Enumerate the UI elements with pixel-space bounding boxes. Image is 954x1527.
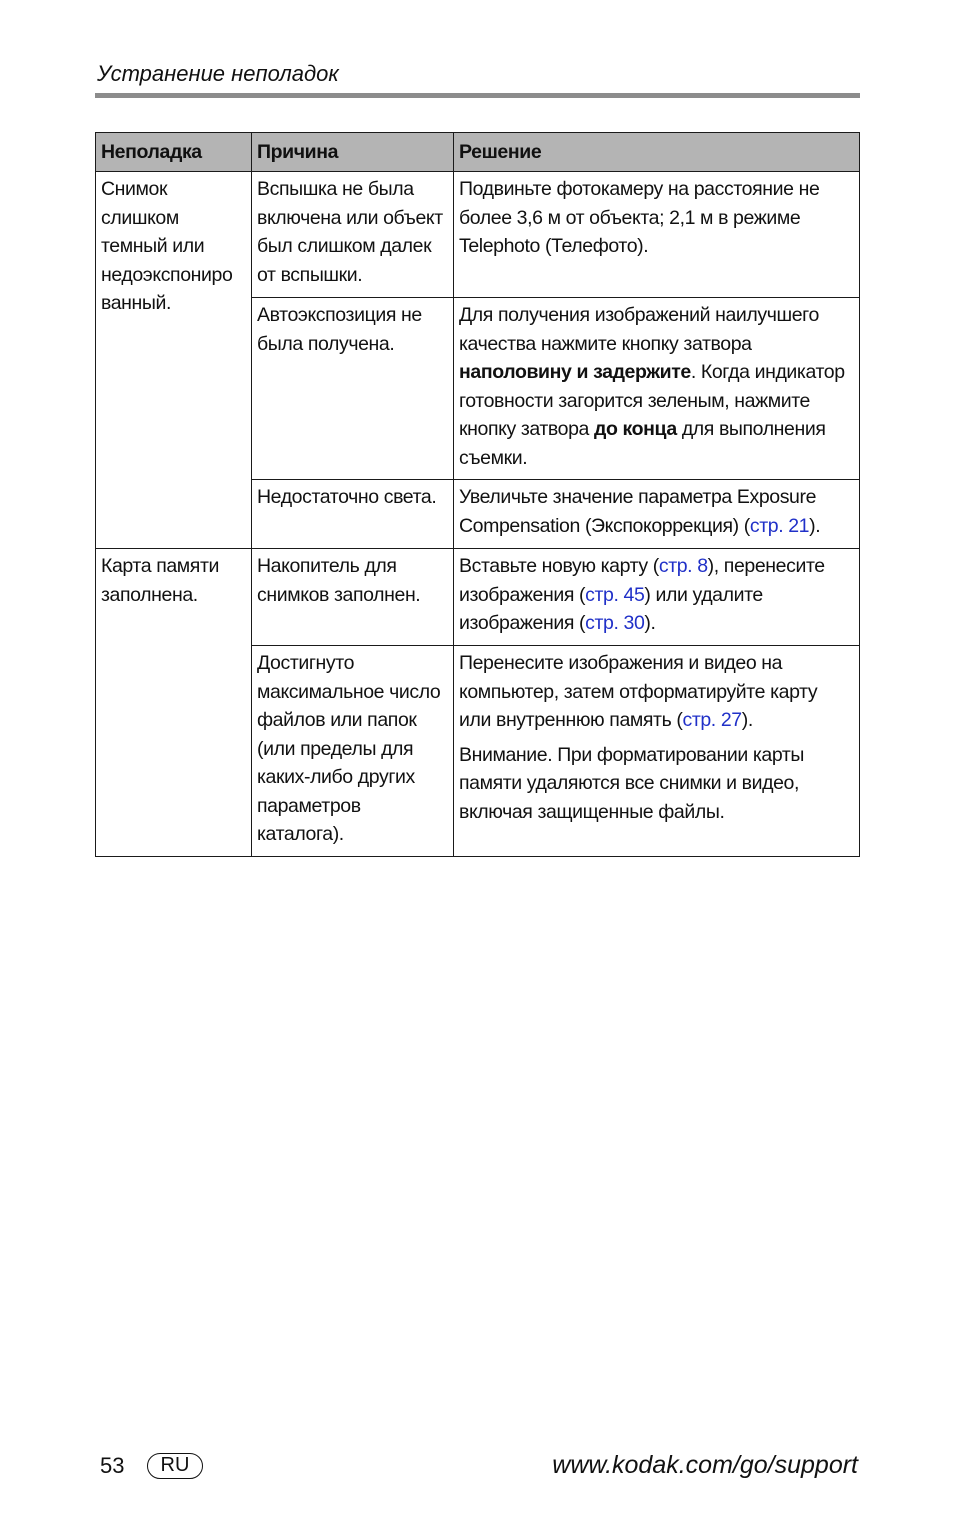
page-reference-link[interactable]: стр. 30 — [585, 612, 645, 634]
page-section-title: Устранение неполадок — [97, 61, 339, 86]
solution-cell — [454, 646, 860, 857]
page-reference-link[interactable]: стр. 21 — [749, 514, 810, 537]
solution-text: Перенесите изображения и видео на компьютер, затем отформатируйте карту или внутреннюю память ( — [459, 652, 818, 731]
cause-cell: Вспышка не была включена или объект был слишком далек от вспышки. — [252, 172, 454, 298]
cause-cell: Накопитель для снимков заполнен. — [252, 549, 454, 646]
cause-cell: Автоэкспозиция не была получена. — [252, 298, 454, 480]
table-row — [96, 549, 860, 646]
solution-paragraph — [459, 649, 854, 735]
problem-cell: Карта памяти заполнена. — [96, 549, 252, 857]
warning-note: Внимание. При форматировании карты памяти удаляются все снимки и видео, включая защищенные файлы. — [459, 743, 805, 823]
page-reference-link[interactable]: стр. 27 — [682, 709, 742, 731]
solution-text: ), перенесите изображения ( — [459, 555, 825, 606]
solution-text: ). — [809, 514, 821, 537]
solution-emphasis: до конца — [594, 418, 677, 440]
page-reference-link[interactable]: стр. 8 — [658, 555, 708, 577]
solution-text: . Когда индикатор готовности загорится зеленым, нажмите кнопку затвора — [459, 361, 845, 440]
column-header-solution: Решение — [454, 133, 860, 172]
solution-emphasis: наполовину и задержите — [459, 361, 691, 383]
problem-cell: Снимок слишком темный или недоэкспониро ванный. — [96, 172, 252, 549]
table-row — [96, 172, 860, 298]
page-reference-link[interactable]: стр. 45 — [585, 583, 645, 606]
solution-text: Вставьте новую карту ( — [459, 555, 659, 577]
header-divider — [95, 93, 860, 98]
solution-text: для выполнения съемки. — [459, 418, 826, 469]
cause-cell: Недостаточно света. — [252, 480, 454, 549]
troubleshooting-table — [95, 132, 860, 857]
support-url[interactable]: www.kodak.com/go/support — [552, 1451, 858, 1479]
solution-cell: Подвиньте фотокамеру на расстояние не более 3,6 м от объекта; 2,1 м в режиме Telephoto (Телефото). — [454, 172, 860, 298]
table-header-row — [96, 133, 860, 172]
column-header-problem: Неполадка — [96, 133, 252, 172]
solution-text: ) или удалите изображения ( — [459, 583, 763, 634]
solution-text: Для получения изображений наилучшего качества нажмите кнопку затвора — [459, 304, 819, 355]
solution-cell — [454, 298, 860, 480]
language-badge: RU — [147, 1453, 203, 1479]
solution-text: ). — [741, 709, 753, 731]
page-number: 53 — [100, 1453, 125, 1478]
solution-cell — [454, 480, 860, 549]
solution-text: Увеличьте значение параметра Exposure Compensation (Экспокоррекция) ( — [459, 486, 817, 537]
solution-cell — [454, 549, 860, 646]
cause-cell: Достигнуто максимальное число файлов или папок (или пределы для каких-либо других параметров каталога). — [252, 646, 454, 857]
solution-text: ). — [644, 612, 656, 634]
column-header-cause: Причина — [252, 133, 454, 172]
